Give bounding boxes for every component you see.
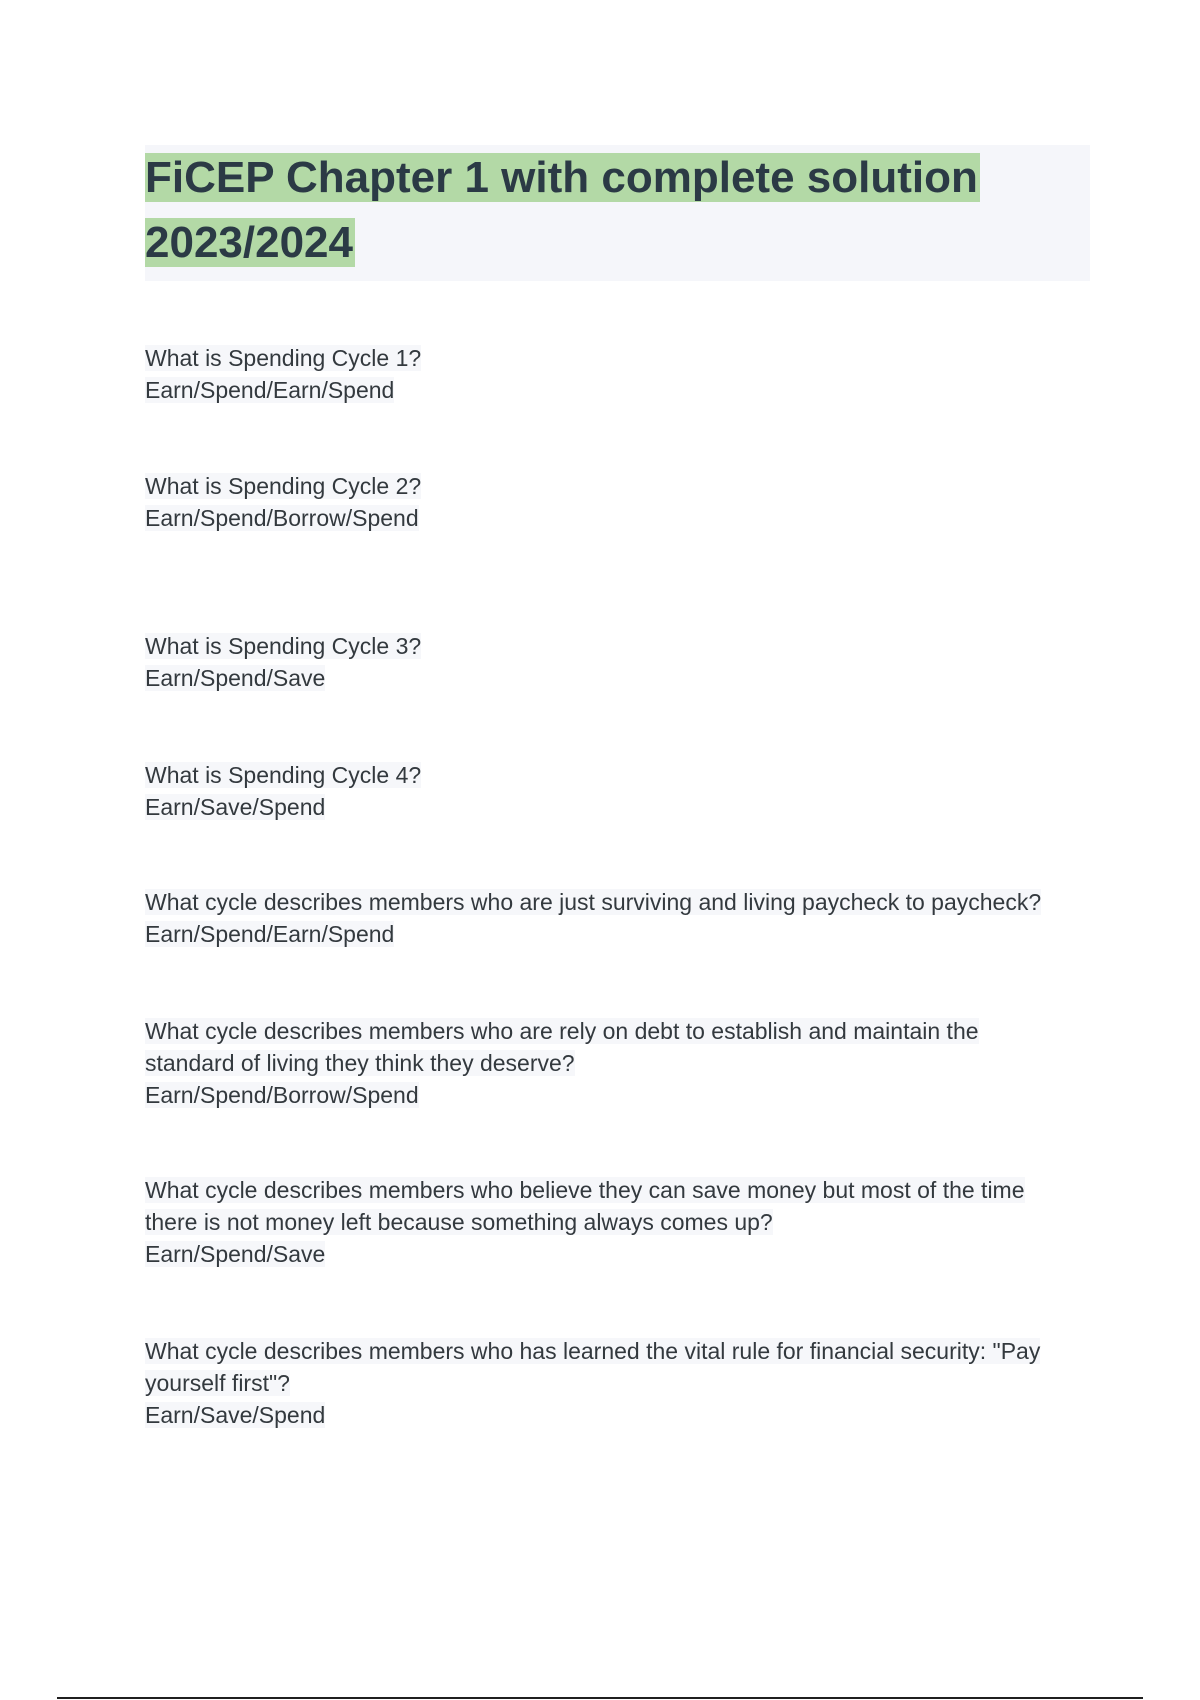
qa-item-3 (145, 630, 1095, 694)
title-block (145, 145, 1090, 281)
qa-item-7 (145, 1174, 1095, 1270)
answer: Earn/Spend/Save (145, 665, 326, 691)
question: What is Spending Cycle 1? (145, 345, 422, 371)
question-continued: yourself first"? (145, 1370, 290, 1396)
qa-item-6 (145, 1015, 1095, 1111)
answer: Earn/Spend/Borrow/Spend (145, 505, 419, 531)
question: What cycle describes members who believe they can save money but most of the time (145, 1177, 1025, 1203)
answer: Earn/Save/Spend (145, 1402, 326, 1428)
question-continued: there is not money left because something always comes up? (145, 1209, 773, 1235)
answer: Earn/Spend/Save (145, 1241, 326, 1267)
qa-item-1 (145, 342, 1095, 406)
question: What cycle describes members who has learned the vital rule for financial security: "Pay (145, 1338, 1041, 1364)
qa-item-4 (145, 759, 1095, 823)
qa-item-8 (145, 1335, 1095, 1431)
title-line-1: FiCEP Chapter 1 with complete solution (145, 153, 978, 202)
question: What is Spending Cycle 4? (145, 762, 422, 788)
document-title (145, 145, 1090, 275)
question: What cycle describes members who are rely on debt to establish and maintain the (145, 1018, 979, 1044)
title-line-2: 2023/2024 (145, 218, 353, 267)
answer: Earn/Spend/Earn/Spend (145, 921, 395, 947)
question: What is Spending Cycle 3? (145, 633, 422, 659)
answer: Earn/Save/Spend (145, 794, 326, 820)
question: What is Spending Cycle 2? (145, 473, 422, 499)
answer: Earn/Spend/Earn/Spend (145, 377, 395, 403)
qa-item-5 (145, 886, 1095, 950)
question-continued: standard of living they think they deserve? (145, 1050, 575, 1076)
answer: Earn/Spend/Borrow/Spend (145, 1082, 419, 1108)
question: What cycle describes members who are just surviving and living paycheck to paycheck? (145, 889, 1042, 915)
footer-rule (57, 1697, 1143, 1699)
qa-item-2 (145, 470, 1095, 534)
